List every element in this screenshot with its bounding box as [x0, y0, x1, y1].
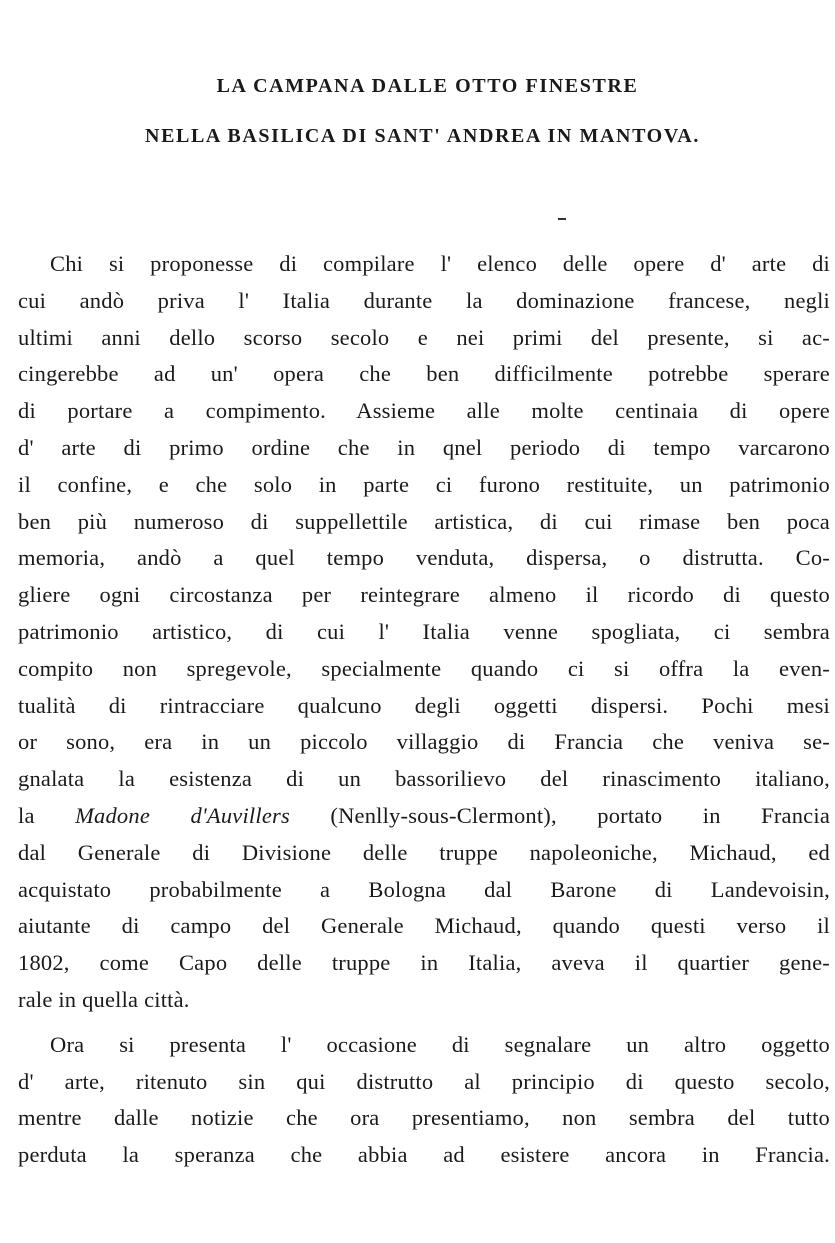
text-line: cui andò priva l' Italia durante la dominazione francese, negli: [18, 287, 830, 313]
text-line: rale in quella città.: [18, 986, 190, 1012]
text-line: memoria, andò a quel tempo venduta, dispersa, o distrutta. Co-: [18, 545, 830, 571]
text-line: gliere ogni circostanza per reintegrare almeno il ricordo di questo: [18, 582, 830, 608]
text-line: ben più numeroso di suppellettile artistica, di cui rimase ben poca: [18, 508, 830, 534]
text-line: acquistato probabilmente a Bologna dal Barone di Landevoisin,: [18, 876, 830, 902]
text-line: patrimonio artistico, di cui l' Italia venne spogliata, ci sembra: [18, 618, 830, 644]
italic-title: Madone d'Auvillers: [75, 802, 290, 828]
text-line: Ora si presenta l' occasione di segnalare un altro oggetto: [50, 1031, 830, 1057]
body-text: [18, 246, 830, 1174]
text-line: compito non spregevole, specialmente quando ci si offra la even-: [18, 655, 830, 681]
separator-mark: [558, 218, 566, 220]
text-line: perduta la speranza che abbia ad esistere ancora in Francia.: [18, 1142, 830, 1168]
paragraph-2: [18, 1027, 830, 1174]
title-line-1: LA CAMPANA DALLE OTTO FINESTRE: [216, 75, 639, 97]
paragraph-gap: [18, 1019, 830, 1027]
text-line: dal Generale di Divisione delle truppe napoleoniche, Michaud, ed: [18, 839, 830, 865]
text-line: d' arte di primo ordine che in qnel periodo di tempo varcarono: [18, 434, 830, 460]
paragraph-1: [18, 246, 830, 1019]
text-line: di portare a compimento. Assieme alle molte centinaia di opere: [18, 398, 830, 424]
text-line: ultimi anni dello scorso secolo e nei primi del presente, si ac-: [18, 324, 830, 350]
text-line: 1802, come Capo delle truppe in Italia, aveva il quartier gene-: [18, 950, 830, 976]
text-line: d' arte, ritenuto sin qui distrutto al principio di questo secolo,: [18, 1068, 830, 1094]
title-line-2: NELLA BASILICA DI SANT' ANDREA IN MANTOVA.: [145, 125, 700, 147]
text-line: aiutante di campo del Generale Michaud, quando questi verso il: [18, 913, 830, 939]
text-line: il confine, e che solo in parte ci furono restituite, un patrimonio: [18, 471, 830, 497]
text-line: or sono, era in un piccolo villaggio di Francia che veniva se-: [18, 729, 830, 755]
text-line: cingerebbe ad un' opera che ben difficilmente potrebbe sperare: [18, 361, 830, 387]
text-line-with-italic: [18, 798, 830, 835]
line-suffix: (Nenlly-sous-Clermont), portato in Francia: [330, 802, 831, 828]
text-line: tualità di rintracciare qualcuno degli oggetti dispersi. Pochi mesi: [18, 692, 830, 718]
text-line: mentre dalle notizie che ora presentiamo, non sembra del tutto: [18, 1105, 830, 1131]
line-prefix: la: [18, 802, 76, 828]
text-line: gnalata la esistenza di un bassorilievo del rinascimento italiano,: [18, 766, 830, 792]
text-line: Chi si proponesse di compilare l' elenco delle opere d' arte di: [50, 251, 830, 276]
